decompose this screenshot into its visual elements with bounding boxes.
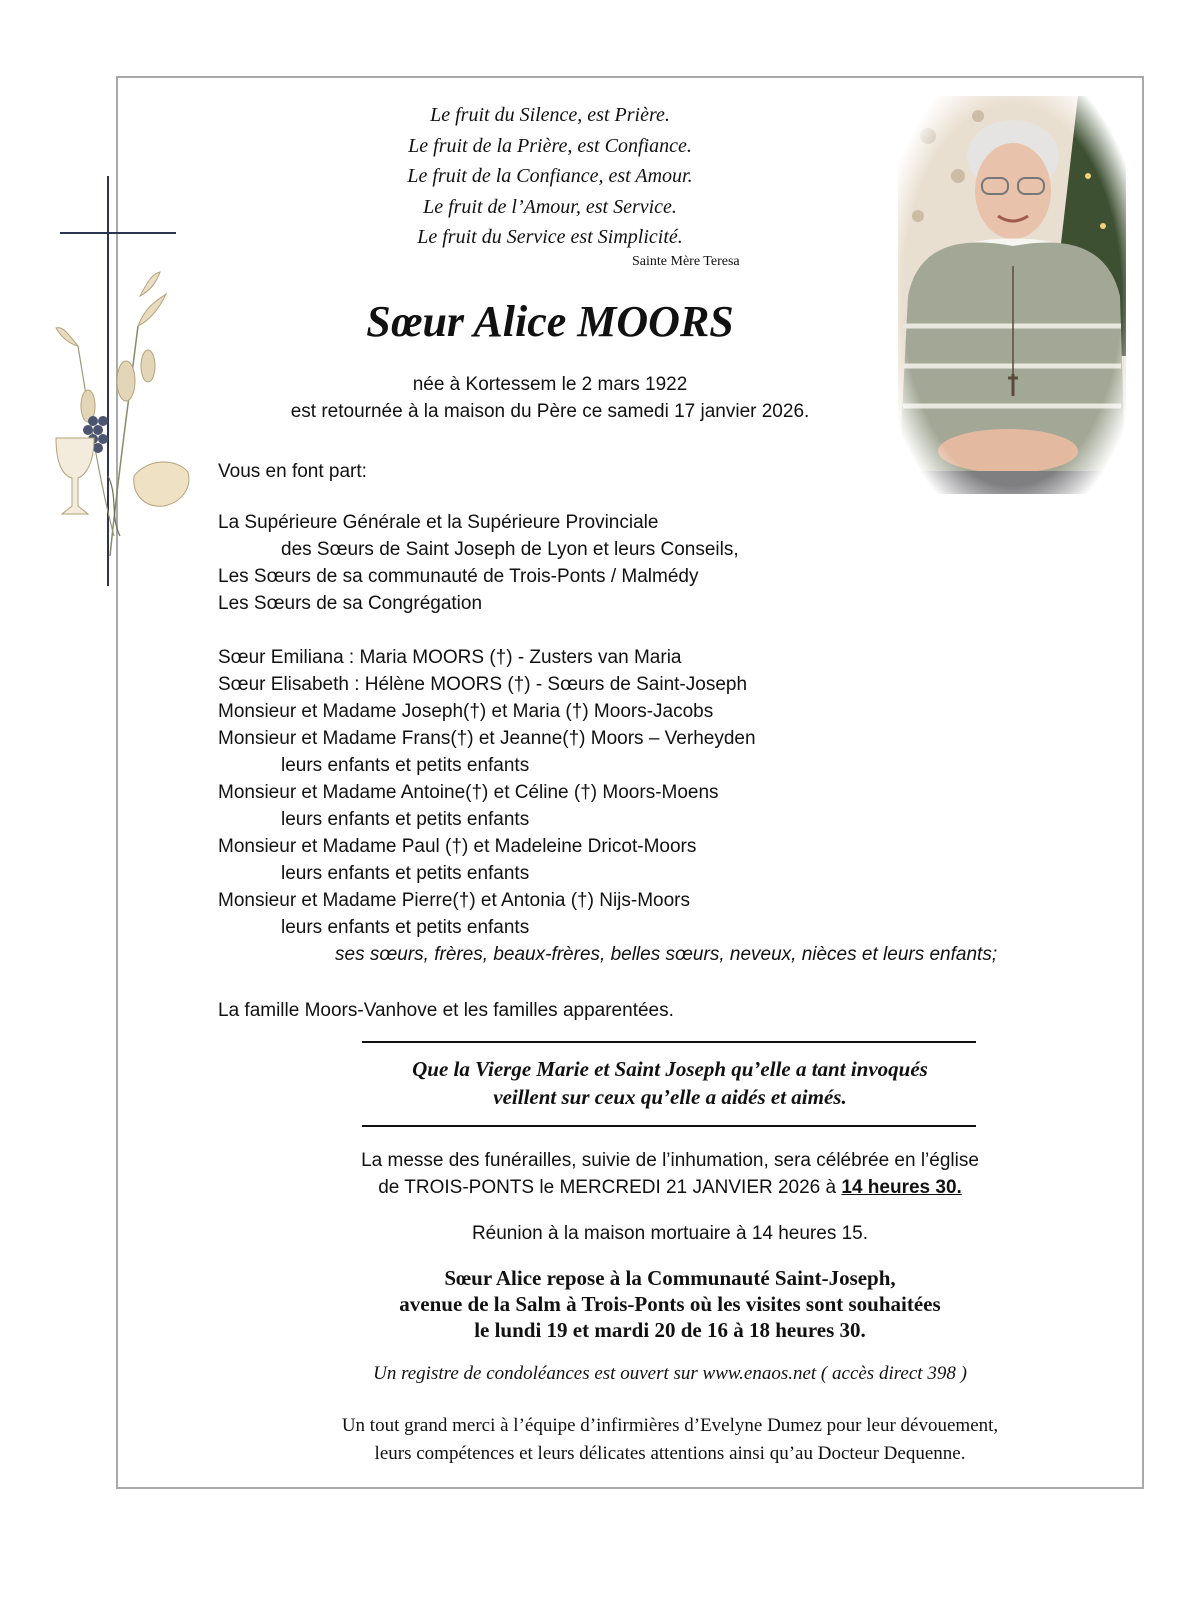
repose-line-2: avenue de la Salm à Trois-Ponts où les visites sont souhaitées	[399, 1292, 941, 1316]
funeral-time: 14 heures 30.	[841, 1177, 962, 1198]
poem-line-2: Le fruit de la Prière, est Confiance.	[408, 134, 692, 157]
divider-top	[362, 1041, 976, 1043]
family-line: Monsieur et Madame Pierre(†) et Antonia (†) Nijs-Moors	[218, 890, 691, 911]
family-descendants-line: leurs enfants et petits enfants	[281, 917, 530, 938]
thanks-line-2: leurs compétences et leurs délicates attentions ainsi qu’au Docteur Dequenne.	[374, 1443, 966, 1464]
repose-info	[200, 1265, 1140, 1343]
family-line: Monsieur et Madame Frans(†) et Jeanne(†) Moors – Verheyden	[218, 728, 756, 749]
poem-line-1: Le fruit du Silence, est Prière.	[430, 104, 670, 126]
portrait-photo	[898, 96, 1126, 494]
funeral-info	[180, 1147, 1160, 1201]
congregation-line-3: Les Sœurs de sa communauté de Trois-Ponts / Malmédy	[218, 566, 699, 587]
poem	[300, 100, 800, 253]
thanks-line-1: Un tout grand merci à l’équipe d’infirmières d’Evelyne Dumez pour leur dévouement,	[341, 1415, 999, 1436]
family-line: Sœur Emiliana : Maria MOORS (†) - Zusters van Maria	[218, 647, 682, 668]
prayer-line-1: Que la Vierge Marie et Saint Joseph qu’elle a tant invoqués	[412, 1057, 928, 1081]
birth-line: née à Kortessem le 2 mars 1922	[412, 374, 688, 395]
poem-line-4: Le fruit de l’Amour, est Service.	[423, 195, 677, 218]
congregation-line-1: La Supérieure Générale et la Supérieure Provinciale	[218, 512, 659, 533]
family-descendants-line: leurs enfants et petits enfants	[281, 863, 530, 884]
extended-family-line: ses sœurs, frères, beaux-frères, belles sœurs, neveux, nièces et leurs enfants;	[335, 944, 998, 965]
family-block	[218, 644, 997, 968]
congregation-block	[218, 509, 739, 617]
family-descendants-line: leurs enfants et petits enfants	[281, 809, 530, 830]
poem-line-3: Le fruit de la Confiance, est Amour.	[407, 165, 693, 187]
page-title: Sœur Alice MOORS	[366, 297, 734, 346]
family-line: Monsieur et Madame Paul (†) et Madeleine Dricot-Moors	[218, 836, 697, 857]
family-line: Monsieur et Madame Antoine(†) et Céline (†) Moors-Moens	[218, 782, 719, 803]
cross-flowers-decoration	[48, 176, 208, 596]
funeral-date: de TROIS-PONTS le MERCREDI 21 JANVIER 2026 à	[378, 1177, 842, 1198]
death-line: est retournée à la maison du Père ce samedi 17 janvier 2026.	[290, 401, 810, 422]
congregation-line-4: Les Sœurs de sa Congrégation	[218, 593, 483, 614]
condolence-register: Un registre de condoléances est ouvert sur www.enaos.net ( accès direct 398 )	[373, 1363, 967, 1384]
prayer	[300, 1055, 1040, 1111]
family-line: Sœur Elisabeth : Hélène MOORS (†) - Sœurs de Saint-Joseph	[218, 674, 748, 695]
divider-bottom	[362, 1125, 976, 1127]
funeral-line-1: La messe des funérailles, suivie de l’inhumation, sera célébrée en l’église	[361, 1150, 979, 1171]
repose-line-1: Sœur Alice repose à la Communauté Saint-Joseph,	[444, 1266, 896, 1290]
famille-line: La famille Moors-Vanhove et les familles apparentées.	[218, 1000, 674, 1021]
thanks	[200, 1412, 1140, 1468]
funeral-line-2	[180, 1174, 1160, 1201]
intro-text: Vous en font part:	[218, 461, 367, 482]
family-descendants-line: leurs enfants et petits enfants	[281, 755, 530, 776]
family-line: Monsieur et Madame Joseph(†) et Maria (†) Moors-Jacobs	[218, 701, 714, 722]
birth-death-info	[200, 371, 900, 425]
poem-attribution: Sainte Mère Teresa	[632, 254, 740, 269]
repose-line-3: le lundi 19 et mardi 20 de 16 à 18 heures 30.	[474, 1318, 866, 1342]
congregation-line-2: des Sœurs de Saint Joseph de Lyon et leurs Conseils,	[281, 539, 739, 560]
prayer-line-2: veillent sur ceux qu’elle a aidés et aimés.	[493, 1085, 847, 1109]
reunion-line: Réunion à la maison mortuaire à 14 heures 15.	[471, 1223, 869, 1244]
poem-line-5: Le fruit du Service est Simplicité.	[417, 226, 683, 248]
